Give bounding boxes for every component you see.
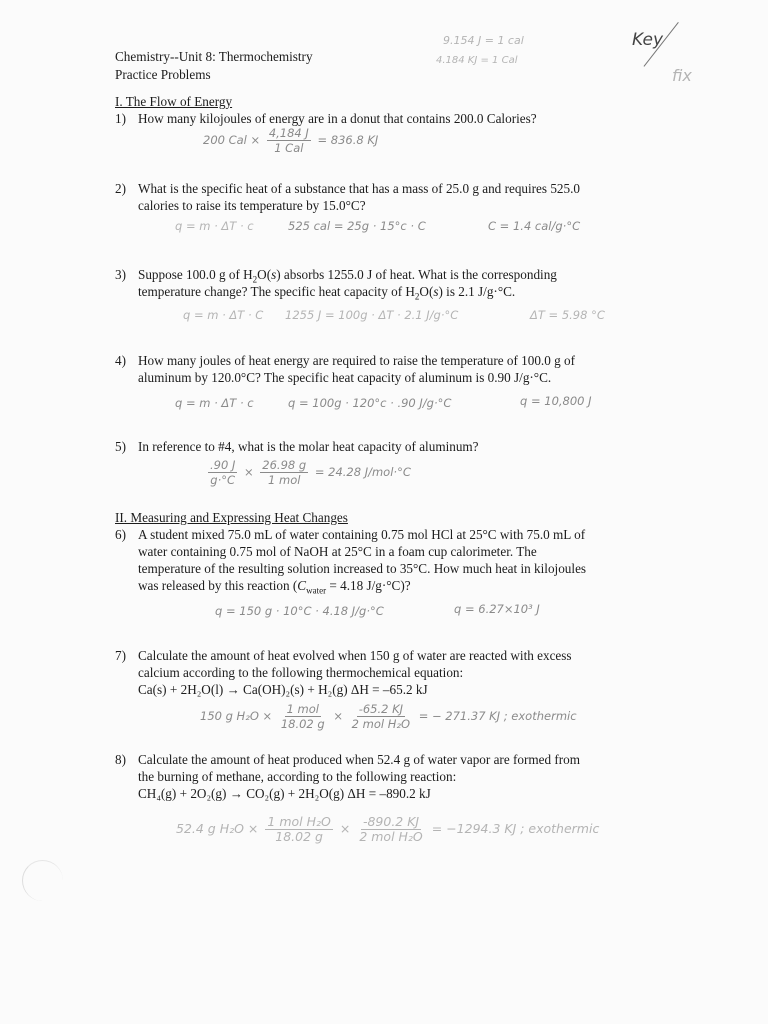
section-heading-measuring-heat: II. Measuring and Expressing Heat Changes	[115, 510, 348, 525]
answer-6-substitution: q = 150 g · 10°C · 4.18 J/g·°C	[215, 604, 384, 618]
thermochemical-equation: Ca(s) + 2H₂O(l) → Ca(OH)₂(s) + H₂(g) ΔH = –65.2 kJ	[138, 682, 428, 697]
fraction-denominator: 2 mol H₂O	[359, 829, 423, 844]
document-title: Chemistry--Unit 8: Thermochemistry	[115, 49, 313, 64]
answer-operator: ×	[244, 465, 254, 479]
text-part: O(	[419, 284, 434, 299]
question-text-line-2: calories to raise its temperature by 15.0°C?	[138, 198, 366, 213]
answer-fraction	[260, 458, 308, 487]
scan-smudge	[22, 860, 63, 901]
fraction-denominator: 18.02 g	[275, 829, 323, 844]
answer-result: = 24.28 J/mol·°C	[314, 465, 411, 479]
question-text-line-1: A student mixed 75.0 mL of water containing 0.75 mol HCl at 25°C with 75.0 mL of	[138, 527, 586, 542]
question-number: 7)	[115, 648, 126, 663]
answer-6-result: q = 6.27×10³ J	[454, 602, 540, 616]
question-3	[115, 266, 755, 302]
question-text-line-3: temperature of the resulting solution increased to 35°C. How much heat in kilojoules	[138, 561, 587, 576]
fraction-denominator: 2 mol H₂O	[351, 717, 411, 731]
question-text-line-1: Calculate the amount of heat produced when 52.4 g of water vapor are formed from	[138, 752, 580, 767]
section-heading-flow-of-energy: I. The Flow of Energy	[115, 94, 233, 109]
fraction-numerator: 4,184 J	[268, 126, 309, 140]
question-text-line-2	[138, 283, 515, 306]
answer-3-substitution: 1255 J = 100g · ΔT · 2.1 J/g·°C	[285, 308, 459, 322]
subscript: 2	[252, 274, 258, 285]
answer-part: 200 Cal ×	[203, 133, 261, 147]
subscript: 2	[414, 291, 420, 302]
text-part: was released by this reaction (	[138, 578, 298, 593]
question-7	[115, 647, 755, 699]
question-text: In reference to #4, what is the molar heat capacity of aluminum?	[138, 439, 479, 454]
text-part: temperature change? The specific heat capacity of H	[138, 284, 415, 299]
answer-operator: ×	[339, 821, 351, 836]
answer-fraction	[208, 458, 237, 487]
answer-2-formula: q = m · ΔT · c	[175, 219, 254, 233]
answer-2-substitution: 525 cal = 25g · 15°c · C	[288, 219, 426, 233]
document-subtitle: Practice Problems	[115, 67, 211, 82]
fraction-numerator: 1 mol	[286, 702, 319, 716]
answer-fraction	[357, 815, 424, 844]
answer-4-result: q = 10,800 J	[520, 394, 592, 408]
handwritten-key-label: Key	[632, 30, 664, 50]
question-5	[115, 438, 715, 458]
question-number: 3)	[115, 267, 126, 282]
question-text-line-2: the burning of methane, according to the following reaction:	[138, 769, 457, 784]
question-text-line-4	[138, 577, 411, 600]
question-6	[115, 526, 755, 596]
text-part: ) is 2.1 J/g·°C.	[438, 284, 516, 299]
answer-result: = −1294.3 KJ ; exothermic	[431, 821, 600, 836]
fraction-numerator: 26.98 g	[262, 458, 307, 472]
answer-5	[205, 458, 411, 487]
italic-part: C	[297, 578, 307, 593]
text-part: = 4.18 J/g·°C)?	[326, 578, 411, 593]
question-text-line-2: calcium according to the following thermochemical equation:	[138, 665, 464, 680]
question-number: 8)	[115, 752, 126, 767]
question-text-line-1: How many joules of heat energy are required to raise the temperature of 100.0 g of	[138, 353, 575, 368]
fraction-denominator: 1 Cal	[274, 141, 304, 155]
answer-7	[200, 702, 577, 731]
subscript: water	[306, 585, 327, 596]
question-number: 5)	[115, 439, 126, 454]
answer-fraction	[350, 702, 412, 731]
question-number: 6)	[115, 527, 126, 542]
handwritten-note-conversion-2: 4.184 KJ = 1 Cal	[436, 55, 518, 66]
answer-part: 150 g H₂O ×	[200, 709, 273, 723]
question-text-line-2: aluminum by 120.0°C? The specific heat capacity of aluminum is 0.90 J/g·°C.	[138, 370, 552, 385]
answer-3-result: ΔT = 5.98 °C	[530, 308, 605, 322]
answer-result: = 836.8 KJ	[317, 133, 379, 147]
question-text: How many kilojoules of energy are in a donut that contains 200.0 Calories?	[138, 111, 537, 126]
question-number: 2)	[115, 181, 126, 196]
answer-fraction	[279, 702, 327, 731]
handwritten-note-conversion-1: 9.154 J = 1 cal	[443, 34, 524, 47]
answer-fraction	[267, 126, 311, 155]
fraction-numerator: 1 mol H₂O	[267, 814, 331, 829]
question-number: 1)	[115, 111, 126, 126]
answer-part: 52.4 g H₂O ×	[176, 821, 259, 836]
thermochemical-equation: CH₄(g) + 2O₂(g) → CO₂(g) + 2H₂O(g) ΔH = –890.2 kJ	[138, 786, 431, 801]
question-4	[115, 352, 755, 388]
text-part: Suppose 100.0 g of H	[138, 267, 253, 282]
text-part: O(	[257, 267, 272, 282]
fraction-denominator: 18.02 g	[280, 717, 325, 731]
answer-result: = − 271.37 KJ ; exothermic	[418, 709, 577, 723]
italic-part: s	[271, 267, 277, 282]
answer-4-formula: q = m · ΔT · c	[175, 396, 254, 410]
answer-4-substitution: q = 100g · 120°c · .90 J/g·°C	[288, 396, 452, 410]
question-text-line-1: What is the specific heat of a substance that has a mass of 25.0 g and requires 525.0	[138, 181, 581, 196]
question-2	[115, 180, 755, 216]
text-part: ) absorbs 1255.0 J of heat. What is the corresponding	[276, 267, 557, 282]
answer-operator: ×	[333, 709, 344, 723]
answer-2-result: C = 1.4 cal/g·°C	[488, 219, 581, 233]
italic-part: s	[433, 284, 439, 299]
answer-fraction	[265, 815, 332, 844]
question-8	[115, 751, 755, 803]
answer-3-formula: q = m · ΔT · C	[183, 308, 264, 322]
question-text-line-1: Calculate the amount of heat evolved when 150 g of water are reacted with excess	[138, 648, 572, 663]
fraction-denominator: 1 mol	[268, 473, 301, 487]
question-number: 4)	[115, 353, 126, 368]
fraction-denominator: g·°C	[210, 473, 236, 487]
answer-8	[176, 815, 599, 844]
fraction-numerator: -65.2 KJ	[358, 702, 404, 716]
fraction-numerator: -890.2 KJ	[362, 814, 420, 829]
handwritten-fix-label: fix	[672, 66, 692, 85]
answer-1	[203, 126, 378, 155]
fraction-numerator: .90 J	[210, 458, 236, 472]
question-text-line-2: water containing 0.75 mol of NaOH at 25°C in a foam cup calorimeter. The	[138, 544, 537, 559]
